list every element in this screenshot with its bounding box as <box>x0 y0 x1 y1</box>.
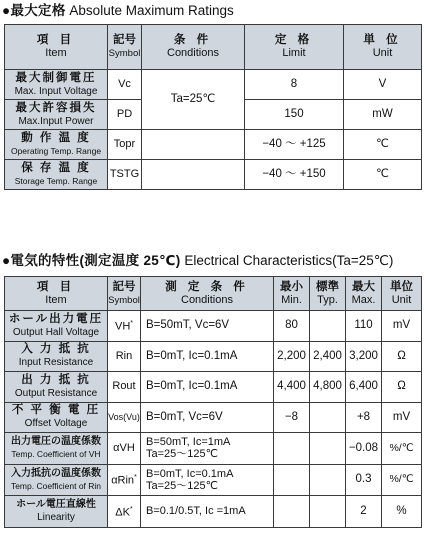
header-typ: 標準 Typ. <box>310 277 346 311</box>
row-min: −8 <box>274 402 310 433</box>
row-limit: 8 <box>245 70 344 100</box>
row-max: 110 <box>346 311 382 342</box>
header-limit: 定 格 Limit <box>245 25 344 70</box>
row-symbol: TSTG <box>108 160 142 190</box>
row-symbol: ΔK* <box>108 496 141 528</box>
row-limit: −40 ～ +125 <box>245 130 344 160</box>
section-title-en: Electrical Characteristics(Ta=25℃) <box>184 253 394 268</box>
row-condition-empty <box>142 130 245 160</box>
row-max: −0.08 <box>346 433 382 465</box>
header-symbol: 記号 Symbol <box>108 277 141 311</box>
row-symbol: Rout <box>108 372 141 403</box>
row-condition: B=0mT, Ic=0.1mA Ta=25～125℃ <box>141 464 274 496</box>
row-unit: Ω <box>382 372 422 403</box>
header-unit: 単位 Unit <box>382 277 422 311</box>
row-condition: B=0mT, Vc=6V <box>141 402 274 433</box>
table-row <box>5 130 422 160</box>
row-label: 入 力 抵 抗 Input Resistance <box>5 341 108 372</box>
table-row <box>5 70 422 100</box>
row-symbol: PD <box>108 100 142 130</box>
table-row <box>5 433 422 465</box>
row-symbol: Topr <box>108 130 142 160</box>
row-unit: % <box>382 496 422 528</box>
row-label: 不 平 衡 電 圧 Offset Voltage <box>5 402 108 433</box>
header-item: 項 目 Item <box>5 277 108 311</box>
row-unit: Ω <box>382 341 422 372</box>
row-typ <box>310 464 346 496</box>
header-min: 最小 Min. <box>274 277 310 311</box>
header-symbol: 記号 Symbol <box>108 25 142 70</box>
header-unit: 単 位 Unit <box>344 25 422 70</box>
row-symbol: αVH <box>108 433 141 465</box>
header-conditions: 測 定 条 件 Conditions <box>141 277 274 311</box>
row-min: 80 <box>274 311 310 342</box>
row-symbol: VH* <box>108 311 141 342</box>
electrical-characteristics-table <box>4 276 422 528</box>
row-max: 3,200 <box>346 341 382 372</box>
row-typ <box>310 496 346 528</box>
row-label: ホール電圧直線性 Linearity <box>5 496 108 528</box>
section-title-ja: ●電気的特性(測定温度 25℃) <box>2 253 181 268</box>
table-row <box>5 311 422 342</box>
row-min: 4,400 <box>274 372 310 403</box>
row-max: 2 <box>346 496 382 528</box>
row-label: 最大許容損失 Max.Input Power <box>5 100 108 130</box>
row-unit: ℃ <box>344 160 422 190</box>
header-conditions: 条 件 Conditions <box>142 25 245 70</box>
row-label: 動 作 温 度 Operating Temp. Range <box>5 130 108 160</box>
row-condition: B=0mT, Ic=0.1mA <box>141 372 274 403</box>
row-symbol: αRin* <box>108 464 141 496</box>
table-row <box>5 402 422 433</box>
section-title-ja: ●最大定格 <box>2 3 66 18</box>
row-typ <box>310 433 346 465</box>
row-typ: 4,800 <box>310 372 346 403</box>
row-label: 出 力 抵 抗 Output Resistance <box>5 372 108 403</box>
row-typ: 2,400 <box>310 341 346 372</box>
row-max: 6,400 <box>346 372 382 403</box>
table-header-row <box>5 277 422 311</box>
row-condition: B=50mT, Ic=1mA Ta=25～125℃ <box>141 433 274 465</box>
table-row <box>5 341 422 372</box>
row-typ <box>310 311 346 342</box>
row-condition: B=0.1/0.5T, Ic =1mA <box>141 496 274 528</box>
header-max: 最大 Max. <box>346 277 382 311</box>
row-symbol: Rin <box>108 341 141 372</box>
row-unit: %/℃ <box>382 433 422 465</box>
row-condition: B=50mT, Vc=6V <box>141 311 274 342</box>
max-ratings-table <box>4 24 422 190</box>
common-condition: Ta=25℃ <box>142 70 245 130</box>
row-unit: mV <box>382 402 422 433</box>
table-row <box>5 464 422 496</box>
table-row <box>5 372 422 403</box>
row-max: 0.3 <box>346 464 382 496</box>
row-label: 出力電圧の温度係数 Temp. Coefficient of VH <box>5 433 108 465</box>
row-unit: mV <box>382 311 422 342</box>
row-symbol: Vc <box>108 70 142 100</box>
row-limit: 150 <box>245 100 344 130</box>
row-unit: %/℃ <box>382 464 422 496</box>
section-title-max-ratings <box>2 2 234 20</box>
row-condition-empty <box>142 160 245 190</box>
table-row <box>5 160 422 190</box>
row-label: 最大制御電圧 Max. Input Voltage <box>5 70 108 100</box>
row-min <box>274 433 310 465</box>
row-max: +8 <box>346 402 382 433</box>
table-row <box>5 496 422 528</box>
row-unit: mW <box>344 100 422 130</box>
row-symbol: Vos(Vu) <box>108 402 141 433</box>
row-min <box>274 496 310 528</box>
row-unit: V <box>344 70 422 100</box>
row-min <box>274 464 310 496</box>
row-min: 2,200 <box>274 341 310 372</box>
table-header-row <box>5 25 422 70</box>
row-unit: ℃ <box>344 130 422 160</box>
row-limit: −40 ～ +150 <box>245 160 344 190</box>
row-label: ホール出力電圧 Output Hall Voltage <box>5 311 108 342</box>
section-title-electrical <box>2 252 393 270</box>
row-label: 保 存 温 度 Storage Temp. Range <box>5 160 108 190</box>
row-condition: B=0mT, Ic=0.1mA <box>141 341 274 372</box>
section-title-en: Absolute Maximum Ratings <box>69 3 234 18</box>
row-label: 入力抵抗の温度係数 Temp. Coefficient of Rin <box>5 464 108 496</box>
header-item: 項 目 Item <box>5 25 108 70</box>
row-typ <box>310 402 346 433</box>
